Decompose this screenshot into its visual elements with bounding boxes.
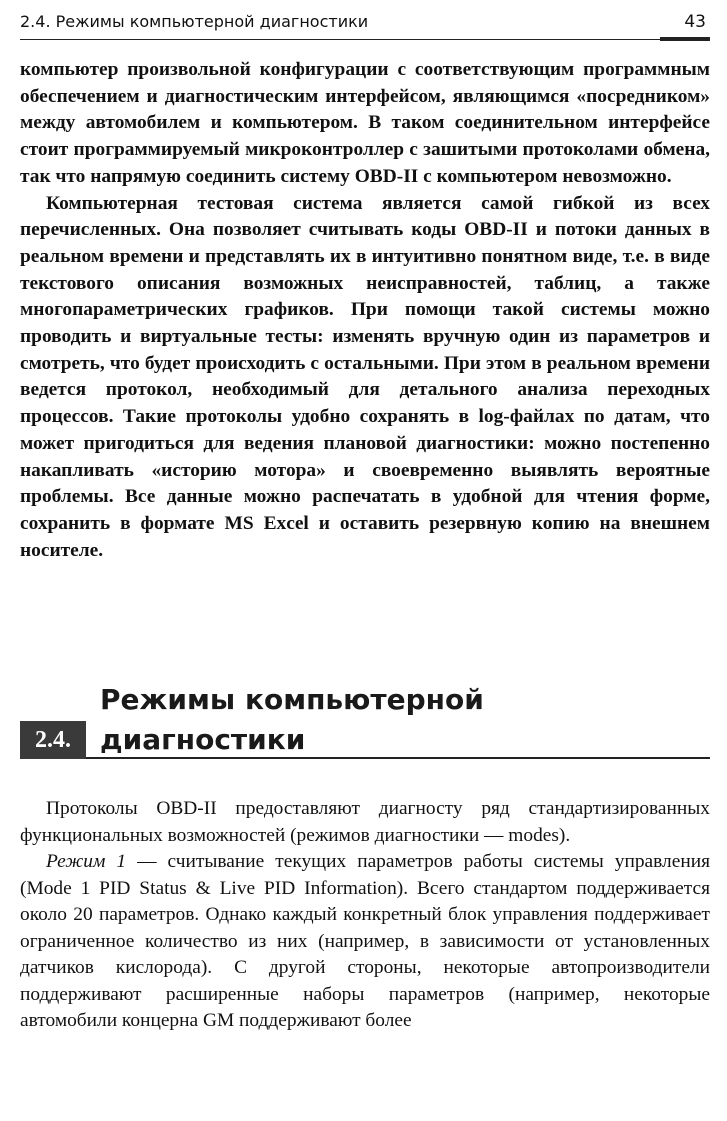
running-head (20, 10, 710, 38)
paragraph-computer-test-system: Компьютерная тестовая система является самой гибкой из всех перечисленных. Она позволяет считывать коды OBD-II и потоки данных в реальном времени и представлять их в интуитивно понятном виде, т.е. в виде текстового описания возможных неисправностей, таблиц, а также многопараметрических графиков. При помощи такой системы можно проводить и виртуальные тесты: изменять вручную один из параметров и смотреть, что будет происходить с остальными. При этом в реальном времени ведется протокол, необходимый для детального анализа переходных процессов. Такие протоколы удобно сохранять в log-файлах по датам, что может пригодиться для ведения плановой диагностики: можно постепенно накапливать «историю мотора» и своевременно выявлять вероятные проблемы. Все данные можно распечатать в удобной для чтения форме, сохранить в формате MS Excel и оставить резервную копию на внешнем носителе. (20, 192, 710, 561)
body-text-bottom (20, 796, 710, 1035)
mode-1-label: Режим 1 (46, 851, 127, 872)
paragraph-continuation: компьютер произвольной конфигурации с соответствующим программным обеспечением и диагностическим интерфейсом, являющимся «посредником» между автомобилем и компьютером. В таком соединительном интерфейсе стоит программируемый микроконтроллер с зашитыми протоколами обмена, так что напрямую соединить систему OBD-II с компьютером невозможно. (20, 59, 710, 187)
section-title (100, 680, 484, 760)
section-rule (86, 757, 710, 759)
section-number-badge: 2.4. (20, 721, 86, 759)
header-rule (20, 39, 710, 40)
book-page (20, 0, 710, 1121)
section-title-line-1: Режимы компьютерной (100, 683, 484, 716)
paragraph-obd-modes: Протоколы OBD-II предоставляют диагносту ряд стандартизированных функциональных возможностей (режимов диагностики — modes). (20, 798, 710, 846)
running-head-title: 2.4. Режимы компьютерной диагностики (20, 12, 369, 31)
page-number: 43 (684, 12, 706, 32)
section-heading (20, 680, 710, 760)
section-title-line-2: диагностики (100, 723, 306, 756)
paragraph-mode-1 (20, 849, 710, 1035)
mode-1-text: — считывание текущих параметров работы системы управления (Mode 1 PID Status & Live PID Information). Всего стандартом поддерживается около 20 параметров. Однако каждый конкретный блок управления поддерживает ограниченное количество из них (например, в зависимости от установленных датчиков кислорода). С другой стороны, некоторые автопроизводители поддерживают расширенные наборы параметров (например, некоторые автомобили концерна GM поддерживают более (20, 851, 710, 1031)
header-rule-accent (660, 37, 710, 41)
body-text-top (20, 57, 710, 564)
